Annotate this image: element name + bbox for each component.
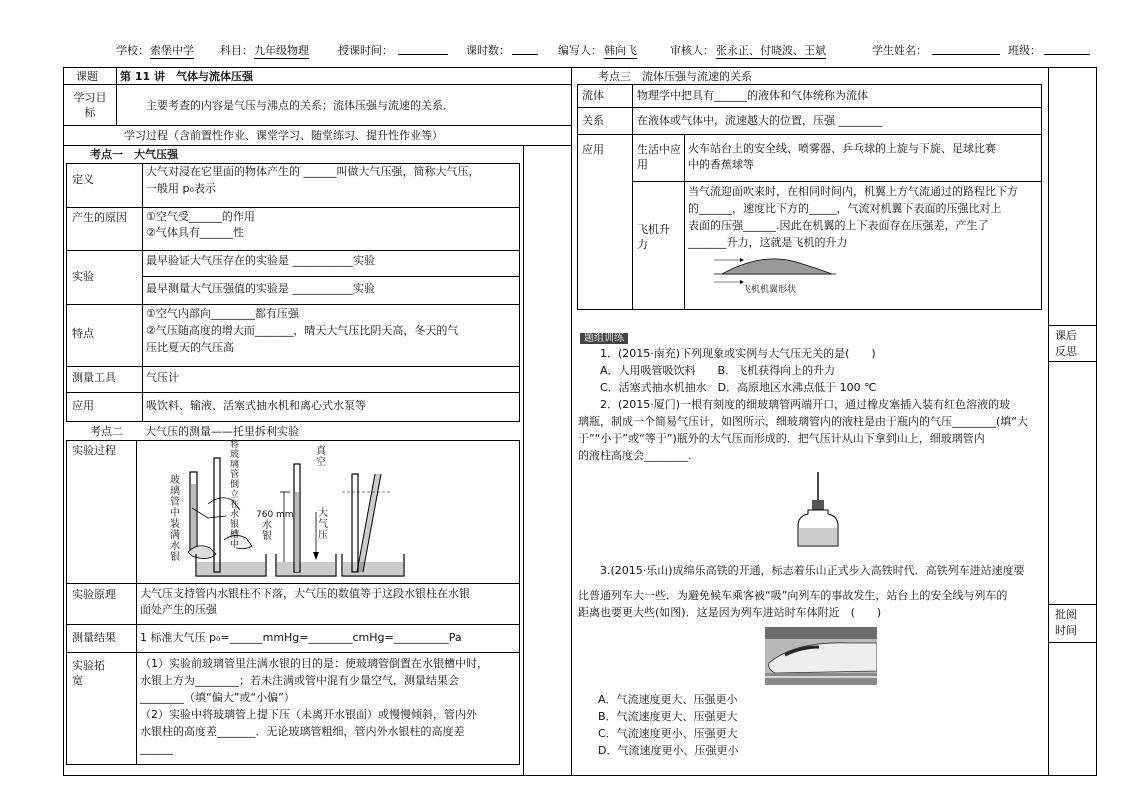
- kp3-title: 考点三 流体压强与流速的关系: [598, 70, 752, 83]
- reviewer-value: 张永正、付晓波、王斌: [716, 44, 826, 57]
- kp1-title: 考点一 大气压强: [90, 148, 178, 161]
- q2-line3: 于”“小于”或“等于”)瓶外的大气压而形成的．把气压计从山下拿到山上，细玻璃管内: [578, 432, 985, 445]
- fluid-text: 物理学中把具有______的液体和气体统称为流体: [637, 89, 868, 102]
- kp1-apply-text: 吸饮料、输液、活塞式抽水机和离心式水泵等: [146, 399, 366, 412]
- q2-line1: 2．(2015·厦门)一根有刻度的细玻璃管两端开口，通过橡皮塞插入装有红色溶液的玻: [600, 398, 1011, 411]
- student-label: 学生姓名：: [872, 44, 927, 57]
- kp1-def-line1: 大气对浸在它里面的物体产生的 ______叫做大气压强，简称大气压，: [146, 165, 480, 178]
- life-line2: 中的香蕉球等: [688, 158, 754, 171]
- process-title: 学习过程（含前置性作业、课堂学习、随堂练习、提升性作业等）: [124, 129, 443, 142]
- kp1-def-label: 定义: [72, 173, 94, 186]
- result-text: 1 标准大气压 p₀=______mmHg=________cmHg=__________Pa: [140, 631, 462, 644]
- kp1-feature-line1: ①空气内部向________都有压强: [146, 307, 299, 320]
- drill-tag: 题组训练: [580, 330, 628, 346]
- kp1-apply-label: 应用: [72, 399, 94, 412]
- kp1-feature-line3: 压比夏天的气压高: [146, 341, 234, 354]
- expand-line5: 水银柱的高度差_______．无论玻璃管粗细，管内外水银柱的高度差: [140, 725, 465, 738]
- life-line1: 火车站台上的安全线、喷雾器、乒乓球的上旋与下旋、足球比赛: [688, 142, 996, 155]
- q2-line2: 璃瓶，制成一个简易气压计，如图所示，细玻璃管内的液柱是由于瓶内的气压________(填“大: [578, 415, 1028, 428]
- kp2-title: 考点二 大气压的测量——托里拆利实验: [90, 425, 299, 438]
- hours-blank: [512, 42, 538, 55]
- relation-text: 在液体或气体中，流速越大的位置，压强 ________: [637, 114, 883, 127]
- author-value: 韩向飞: [604, 44, 637, 57]
- topic-label: 课题: [76, 70, 98, 83]
- q1-text: 1．(2015·南充)下列现象或实例与大气压无关的是( ): [600, 347, 876, 360]
- diagram-label-invert: 将玻璃管倒立在水银槽中: [230, 440, 240, 550]
- diagram-label-760: 760 mm: [256, 510, 294, 520]
- principle-line2: 面处产生的压强: [140, 603, 217, 616]
- fluid-label: 流体: [582, 89, 604, 102]
- barometer-bottle-figure: [794, 470, 842, 550]
- q1-opts-1: A．人用吸管吸饮料 B．飞机获得向上的升力: [600, 364, 836, 377]
- expand-line3: ________（填“偏大”或“小偏”）: [140, 691, 295, 704]
- apply-label: 应用: [582, 143, 604, 156]
- relation-label: 关系: [582, 114, 604, 127]
- kp1-cause-line1: ①空气受______的作用: [146, 210, 255, 223]
- kp1-cause-label: 产生的原因: [72, 211, 127, 224]
- life-label: 生活中应用: [637, 143, 681, 171]
- q3-line3: 距离也要更大些(如图)．这是因为列车进站时车体附近 ( ): [578, 606, 882, 619]
- review-label: 批阅时间: [1055, 608, 1077, 637]
- header-bar: [0, 42, 1147, 58]
- expand-line2: 水银上方为________；若未注满或管中混有少量空气，测量结果会: [140, 674, 459, 687]
- q3-opt-d: D．气流速度更小、压强更小: [598, 744, 739, 757]
- diagram-label-pressure: 大气压: [318, 508, 328, 541]
- reflect-label: 课后反思: [1055, 329, 1077, 358]
- diagram-label-mercury: 水银: [262, 520, 272, 542]
- q3-opt-b: B．气流速度更大、压强更大: [598, 710, 738, 723]
- train-photo: [765, 627, 877, 685]
- reviewer-label: 审核人：: [670, 44, 714, 57]
- expand-line1: （1）实验前玻璃管里注满水银的目的是：使玻璃管倒置在水银槽中时，: [140, 657, 488, 670]
- kp1-tool-text: 气压计: [146, 371, 179, 384]
- kp1-feature-label: 特点: [72, 327, 94, 340]
- time-blank: [398, 42, 448, 55]
- class-blank: [1044, 42, 1090, 55]
- wing-line1: 当气流迎面吹来时，在相同时间内，机翼上方气流通过的路程比下方: [688, 185, 1018, 198]
- q3-line2: 比普通列车大一些．为避免候车乘客被“吸”向列车的事故发生，站台上的安全线与列车的: [578, 589, 1008, 602]
- wing-line3: 表面的压强______.因此在机翼的上下表面存在压强差，产生了: [688, 219, 989, 232]
- q3-opt-a: A．气流速度更大、压强更小: [598, 693, 738, 706]
- expand-line6: ______: [140, 742, 173, 755]
- goal-label: 学习目标: [73, 91, 107, 119]
- subject-label: 科目：: [220, 44, 253, 57]
- student-blank: [932, 42, 1000, 55]
- exp-process-label: 实验过程: [72, 444, 116, 457]
- kp1-exp-line2: 最早测量大气压强值的实验是 ___________实验: [146, 282, 375, 295]
- author-label: 编写人：: [558, 44, 602, 57]
- kp1-tool-label: 测量工具: [72, 371, 116, 384]
- kp1-exp-line1: 最早验证大气压存在的实验是 ___________实验: [146, 254, 375, 267]
- kp1-feature-line2: ②气压随高度的增大而_______，晴天大气压比阴天高，冬天的气: [146, 324, 459, 337]
- topic-value: 第 11 讲 气体与流体压强: [120, 70, 253, 83]
- center-divider: [571, 67, 572, 776]
- wing-label: 飞机升力: [637, 223, 670, 251]
- time-label: 授课时间：: [338, 44, 393, 57]
- result-label: 测量结果: [72, 631, 116, 644]
- goal-text: 主要考查的内容是气压与沸点的关系；流体压强与流速的关系．: [146, 99, 454, 112]
- kp1-cause-line2: ②气体具有______性: [146, 226, 244, 239]
- subject-value: 九年级物理: [254, 44, 309, 57]
- kp1-exp-label: 实验: [72, 270, 94, 283]
- wing-line4: _______升力，这就是飞机的升力: [688, 236, 848, 249]
- diagram-label-vacuum: 真空: [316, 446, 326, 468]
- hours-label: 课时数：: [466, 44, 510, 57]
- q2-line4: 的液柱高度会________.: [578, 449, 692, 462]
- side-divider: [1048, 67, 1049, 776]
- diagram-label-fill: 玻璃管中装满水银: [170, 475, 180, 563]
- wing-caption: 飞机机翼形状: [742, 285, 797, 295]
- q3-opt-c: C．气流速度更小、压强更大: [598, 727, 738, 740]
- wing-line2: 的______，速度比下方的_____，气流对机翼下表面的压强比对上: [688, 202, 1002, 215]
- school-value: 索堡中学: [150, 44, 194, 57]
- q3-line1: 3.(2015·乐山)成绵乐高铁的开通，标志着乐山正式步入高铁时代．高铁列车进站速度要: [600, 564, 1025, 577]
- school-label: 学校：: [116, 44, 149, 57]
- principle-label: 实验原理: [72, 588, 116, 601]
- principle-line1: 大气压支持管内水银柱不下落，大气压的数值等于这段水银柱在水银: [140, 587, 470, 600]
- expand-label: 实验拓宽: [72, 659, 105, 687]
- q1-opts-2: C．活塞式抽水机抽水 D．高原地区水沸点低于 100 ℃: [600, 381, 877, 394]
- class-label: 班级：: [1008, 44, 1041, 57]
- expand-line4: （2）实验中将玻璃管上提下压（未离开水银面）或慢慢倾斜，管内外: [140, 708, 477, 721]
- kp1-def-line2: 一般用 p₀表示: [146, 182, 216, 195]
